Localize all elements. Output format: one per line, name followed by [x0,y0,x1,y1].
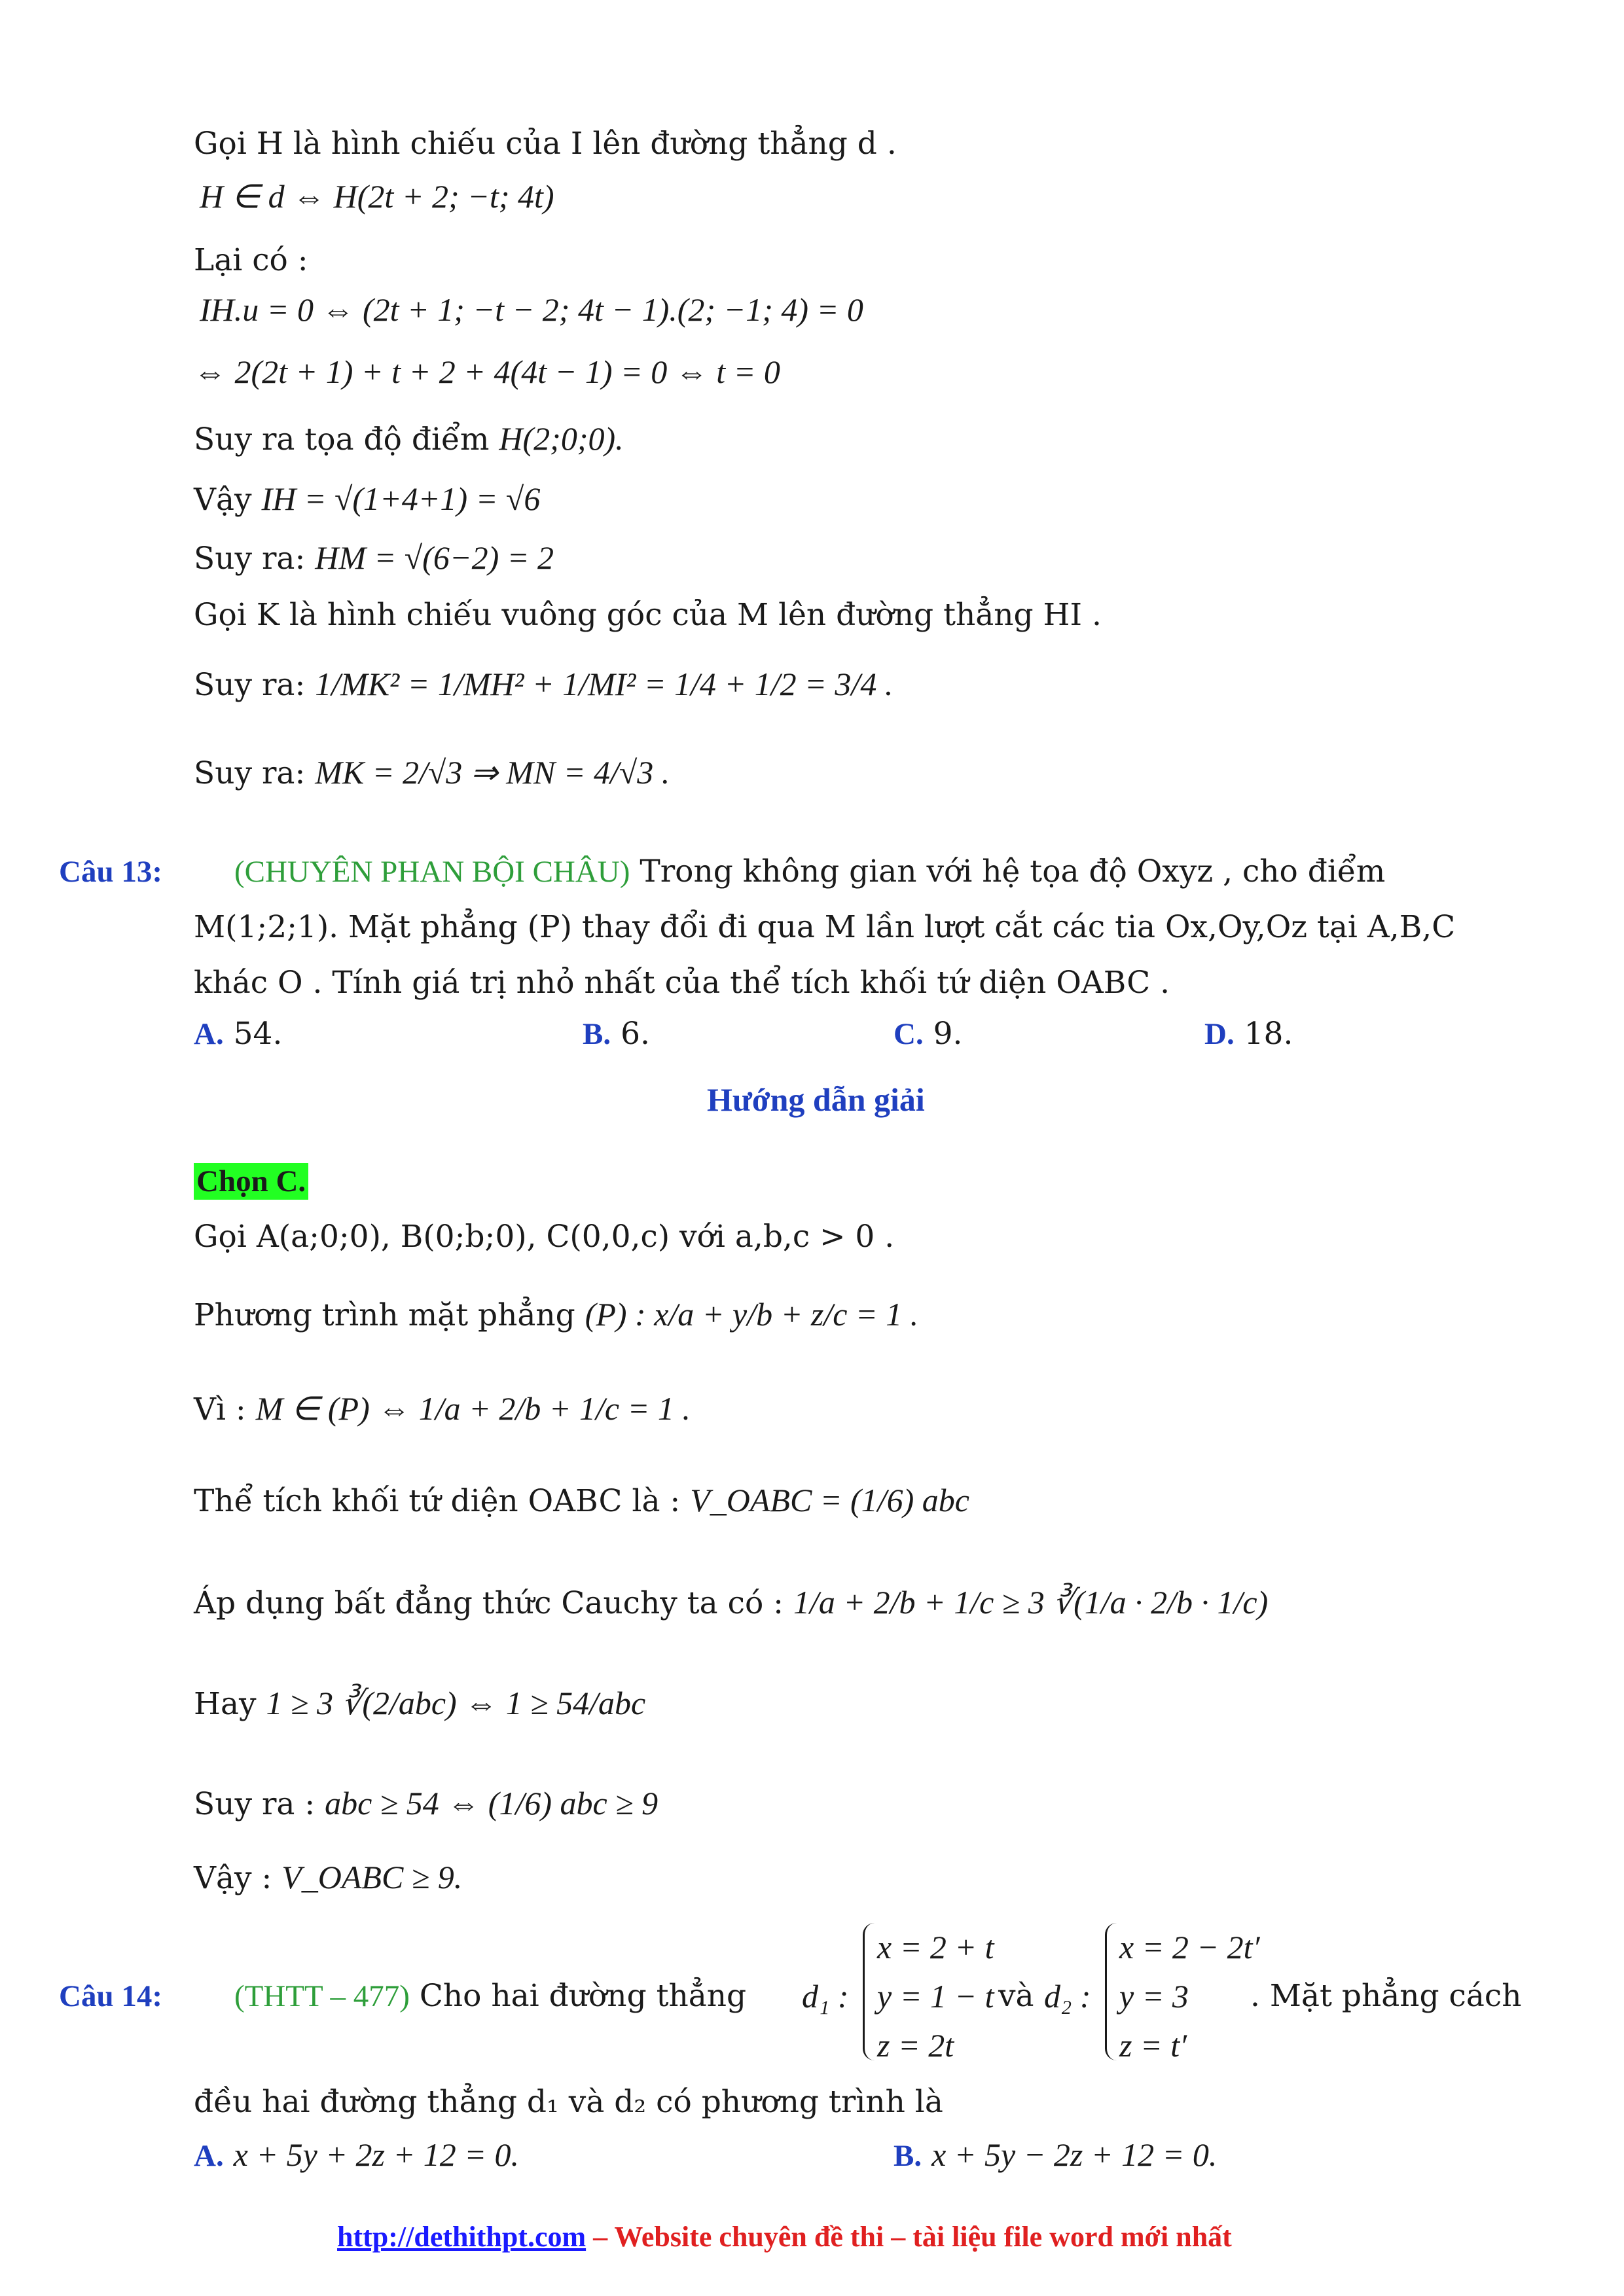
text: Phương trình mặt phẳng [194,1297,585,1333]
solution-line: Gọi H là hình chiếu của I lên đường thẳng d . [194,126,897,162]
option-b [893,2135,1217,2176]
math: (P) : x/a + y/b + z/c = 1 . [585,1296,919,1333]
question-text: Cho hai đường thẳng [419,1978,747,2014]
math: M ∈ (P) ⇔ 1/a + 2/b + 1/c = 1 . [255,1390,691,1427]
option-value: x + 5y − 2z + 12 = 0. [931,2136,1218,2173]
solution-line [194,479,540,520]
d1-eq: y = 1 − t [877,1978,994,2015]
text: Áp dụng bất đẳng thức Cauchy ta có : [194,1585,793,1621]
d1-eq: x = 2 + t [877,1929,994,1965]
text: Vậy [194,482,262,518]
text: Hay [194,1686,266,1722]
text: Suy ra tọa độ điểm [194,422,499,457]
option-label: B. [583,1017,611,1051]
question-13-line2: M(1;2;1). Mặt phẳng (P) thay đổi đi qua M lần lượt cắt các tia Ox,Oy,Oz tại A,B,C [194,909,1456,945]
option-value: 9. [933,1016,963,1052]
text: Suy ra: [194,755,316,791]
option-d [1204,1014,1293,1054]
solution-line [194,1857,462,1898]
question-label: Câu 13: [59,855,162,889]
option-label: C. [893,1017,924,1051]
option-a [194,1014,282,1054]
option-label: D. [1204,1017,1235,1051]
text: Vì : [194,1391,256,1427]
math: V_OABC ≥ 9. [281,1859,463,1895]
math: V_OABC = (1/6) abc [690,1482,969,1518]
question-13-line1 [59,852,1385,891]
solution-line [194,1583,1268,1623]
math: H(2;0;0). [499,420,624,457]
question-source: (CHUYÊN PHAN BỘI CHÂU) [234,855,630,889]
question-13-line3: khác O . Tính giá trị nhỏ nhất của thể tích khối tứ diện OABC . [194,965,1170,1001]
text: Suy ra: [194,667,316,703]
question-text: Trong không gian với hệ tọa độ Oxyz , cho điểm [640,853,1386,889]
cases-brace [1105,1923,1120,2060]
option-label: A. [194,1017,224,1051]
option-value: 6. [621,1016,650,1052]
math: 1/a + 2/b + 1/c ≥ 3 ∛(1/a · 2/b · 1/c) [793,1584,1269,1621]
question-14-line2: đều hai đường thẳng d₁ và d₂ có phương trình là [194,2084,943,2120]
solution-line [194,1784,658,1824]
answer-choice [194,1162,308,1201]
math-line: ⇔ 2(2t + 1) + t + 2 + 4(4t − 1) = 0 ⇔ t = 0 [194,353,780,390]
text: Thể tích khối tứ diện OABC là : [194,1483,691,1519]
question-label: Câu 14: [59,1979,162,2013]
text: Vậy : [194,1860,282,1896]
solution-heading: Hướng dẫn giải [707,1081,925,1118]
math: HM = √(6−2) = 2 [315,539,554,576]
d1-eq: z = 2t [877,2027,954,2064]
solution-line [194,1389,691,1429]
footer-text: – Website chuyên đề thi – tài liệu file word mới nhất [586,2221,1232,2253]
line-d2-name: d₂ : [1044,1978,1091,2015]
solution-line [194,1295,918,1335]
d2-eq: z = t′ [1119,2027,1187,2064]
option-label: B. [893,2139,922,2173]
solution-line [194,1683,645,1724]
question-text-tail: . Mặt phẳng cách [1250,1978,1522,2014]
option-a [194,2135,519,2176]
option-value: x + 5y + 2z + 12 = 0. [233,2136,519,2173]
solution-line: Lại có : [194,242,308,278]
solution-line: Gọi K là hình chiếu vuông góc của M lên đường thẳng HI . [194,597,1102,633]
math-line: IH.u = 0 ⇔ (2t + 1; −t − 2; 4t − 1).(2; −1; 4) = 0 [200,291,863,328]
solution-line [194,538,554,579]
math: 1 ≥ 3 ∛(2/abc) ⇔ 1 ≥ 54/abc [266,1685,646,1721]
text: Suy ra : [194,1786,325,1822]
and-word: và [998,1978,1034,2014]
option-value: 54. [233,1016,283,1052]
solution-line [194,1480,969,1521]
solution-line: Gọi A(a;0;0), B(0;b;0), C(0,0,c) với a,b,c > 0 . [194,1219,895,1255]
option-c [893,1014,963,1054]
math-line: H ∈ d ⇔ H(2t + 2; −t; 4t) [200,178,554,215]
text: Suy ra: [194,541,316,577]
chosen-answer: Chọn C. [194,1163,308,1200]
math: abc ≥ 54 ⇔ (1/6) abc ≥ 9 [325,1785,659,1821]
question-14-line1 [59,1977,746,2016]
d2-eq: y = 3 [1119,1978,1189,2015]
solution-line [194,664,893,705]
math: MK = 2/√3 ⇒ MN = 4/√3 . [315,754,670,791]
option-b [583,1014,650,1054]
option-value: 18. [1244,1016,1293,1052]
solution-line [194,753,670,793]
cases-brace [863,1923,878,2060]
page-footer [337,2220,1232,2253]
math: IH = √(1+4+1) = √6 [261,480,541,517]
math: 1/MK² = 1/MH² + 1/MI² = 1/4 + 1/2 = 3/4 . [315,666,893,702]
line-d1-name: d₁ : [802,1978,849,2015]
option-label: A. [194,2139,224,2173]
solution-line [194,419,624,459]
d2-eq: x = 2 − 2t′ [1119,1929,1260,1965]
footer-link[interactable]: http://dethithpt.com [337,2221,586,2253]
question-source: (THTT – 477) [234,1979,410,2013]
